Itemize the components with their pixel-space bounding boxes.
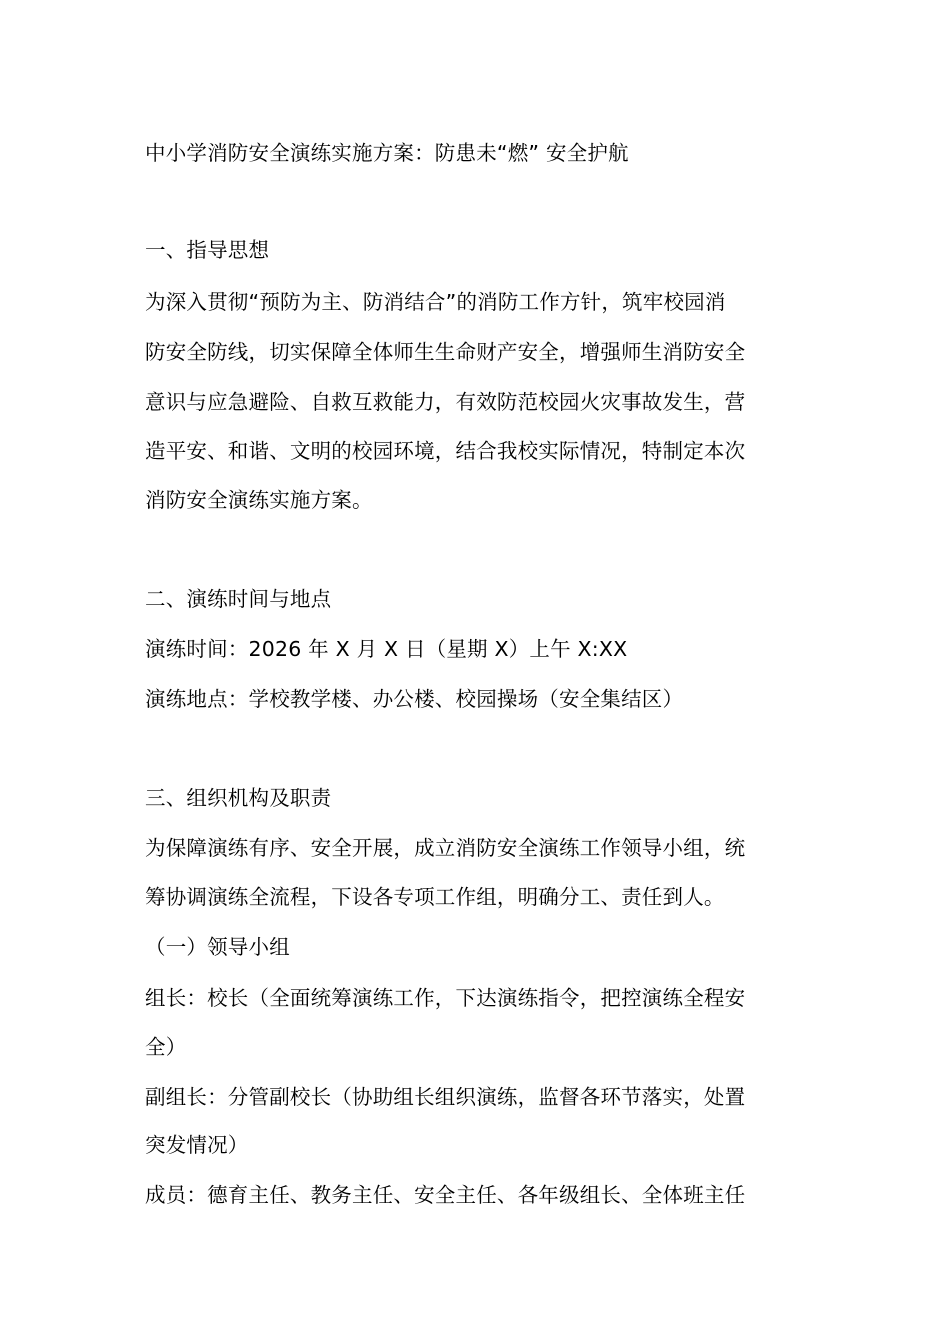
members-line: 成员：德育主任、教务主任、安全主任、各年级组长、全体班主任 bbox=[145, 1183, 746, 1207]
section-heading-time-place: 二、演练时间与地点 bbox=[145, 587, 332, 611]
paragraph-line: 为深入贯彻“预防为主、防消结合”的消防工作方针，筑牢校园消 bbox=[145, 290, 726, 314]
section-heading-organization: 三、组织机构及职责 bbox=[145, 786, 332, 810]
paragraph-line: 筹协调演练全流程，下设各专项工作组，明确分工、责任到人。 bbox=[145, 885, 725, 909]
subheading-leadership-group: （一）领导小组 bbox=[145, 935, 290, 959]
section-heading-guiding-ideology: 一、指导思想 bbox=[145, 238, 270, 262]
paragraph-line: 意识与应急避险、自救互救能力，有效防范校园火灾事故发生，营 bbox=[145, 390, 746, 414]
leader-line: 组长：校长（全面统筹演练工作，下达演练指令，把控演练全程安 bbox=[145, 986, 746, 1010]
deputy-leader-line: 突发情况） bbox=[145, 1133, 249, 1157]
paragraph-line: 造平安、和谐、文明的校园环境，结合我校实际情况，特制定本次 bbox=[145, 439, 746, 463]
deputy-leader-line: 副组长：分管副校长（协助组长组织演练，监督各环节落实，处置 bbox=[145, 1085, 746, 1109]
drill-time: 演练时间：2026 年 X 月 X 日（星期 X）上午 X:XX bbox=[145, 637, 628, 661]
drill-place: 演练地点：学校教学楼、办公楼、校园操场（安全集结区） bbox=[145, 687, 684, 711]
paragraph-line: 防安全防线，切实保障全体师生生命财产安全，增强师生消防安全 bbox=[145, 340, 746, 364]
paragraph-line: 消防安全演练实施方案。 bbox=[145, 488, 373, 512]
document-title: 中小学消防安全演练实施方案：防患未“燃” 安全护航 bbox=[145, 141, 629, 165]
paragraph-line: 为保障演练有序、安全开展，成立消防安全演练工作领导小组，统 bbox=[145, 836, 746, 860]
leader-line: 全） bbox=[145, 1035, 187, 1059]
